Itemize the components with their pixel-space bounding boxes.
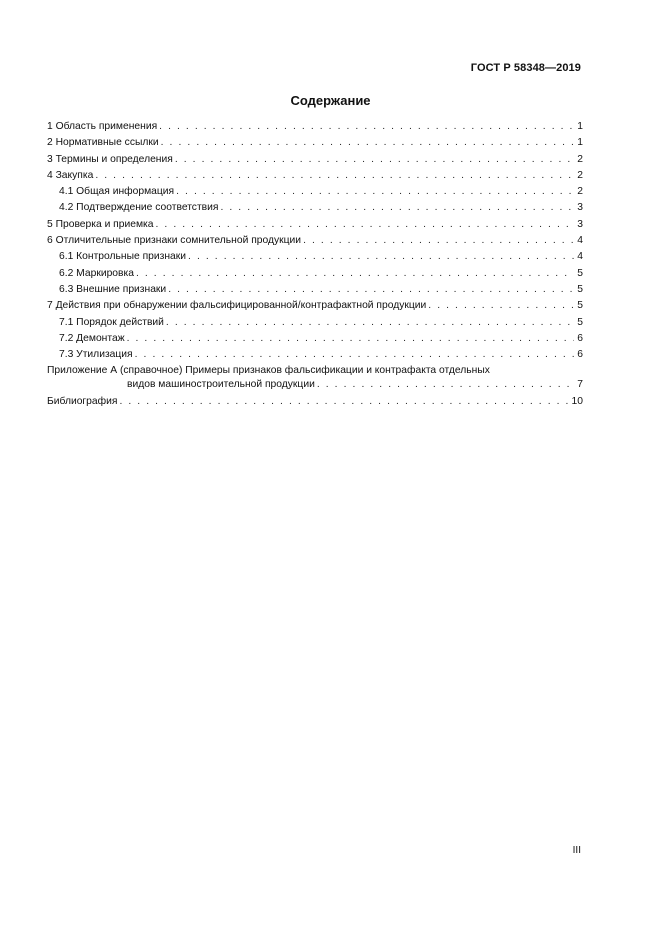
toc-leader-dots <box>95 168 574 184</box>
toc-entry-page: 3 <box>577 202 583 214</box>
toc-entry-page: 7 <box>577 379 583 391</box>
toc-entry-label: 7 Действия при обнаружении фальсифицированной/контрафактной продукции <box>47 300 427 312</box>
toc-entry-page: 5 <box>577 300 583 312</box>
toc-entry-page: 1 <box>577 137 583 149</box>
document-code: ГОСТ Р 58348—2019 <box>470 62 581 74</box>
toc-entry-label: 1 Область применения <box>47 121 158 132</box>
toc-leader-dots <box>188 249 574 265</box>
toc-entry[interactable] <box>47 135 583 151</box>
table-of-contents <box>47 119 583 410</box>
toc-leader-dots <box>166 315 574 331</box>
toc-entry-label: 7.3 Утилизация <box>59 349 133 361</box>
toc-entry[interactable] <box>47 298 583 314</box>
toc-entry-label: 6.3 Внешние признаки <box>59 283 167 295</box>
toc-entry[interactable] <box>47 184 583 200</box>
toc-entry[interactable] <box>47 331 583 347</box>
toc-entry-label: Приложение А (справочное) Примеры признаков фальсификации и контрафакта отдельных <box>47 365 490 377</box>
toc-entry-label: 6 Отличительные признаки сомнительной продукции <box>47 235 302 247</box>
toc-entry-page: 6 <box>577 349 583 361</box>
toc-leader-dots <box>317 377 574 393</box>
toc-entry[interactable] <box>47 119 583 135</box>
toc-entry-page: 5 <box>577 283 583 295</box>
toc-entry-label: 4 Закупка <box>47 169 94 181</box>
toc-entry-label: 3 Термины и определения <box>47 153 173 165</box>
toc-entry-page: 2 <box>577 169 583 181</box>
toc-leader-dots <box>136 266 574 282</box>
toc-leader-dots <box>127 331 575 347</box>
toc-entry-label: 2 Нормативные ссылки <box>47 137 159 149</box>
toc-entry-appendix[interactable] <box>47 363 583 393</box>
toc-leader-dots <box>220 200 574 216</box>
toc-entry-page: 2 <box>577 153 583 165</box>
toc-title: Содержание <box>290 93 371 108</box>
toc-entry-label: Библиография <box>47 395 118 407</box>
toc-entry-label: 4.2 Подтверждение соответствия <box>59 202 219 214</box>
toc-entry[interactable] <box>47 315 583 331</box>
toc-entry[interactable] <box>47 249 583 265</box>
toc-leader-dots <box>161 135 575 151</box>
toc-leader-dots <box>119 394 568 410</box>
toc-leader-dots <box>135 347 575 363</box>
toc-entry-page: 10 <box>571 395 583 407</box>
toc-entry[interactable] <box>47 266 583 282</box>
toc-entry-page: 5 <box>577 267 583 279</box>
toc-entry-page: 4 <box>577 235 583 247</box>
toc-leader-dots <box>176 184 574 200</box>
toc-entry-label: 7.1 Порядок действий <box>59 316 164 328</box>
toc-entry[interactable] <box>47 200 583 216</box>
toc-entry[interactable] <box>47 152 583 168</box>
toc-entry-page: 4 <box>577 251 583 263</box>
toc-entry-label: 5 Проверка и приемка <box>47 218 154 230</box>
toc-leader-dots <box>303 233 574 249</box>
toc-entry-label: 7.2 Демонтаж <box>59 332 125 344</box>
toc-entry-page: 6 <box>577 332 583 344</box>
toc-entry-bibliography[interactable] <box>47 394 583 410</box>
toc-leader-dots <box>156 217 575 233</box>
toc-entry-page: 5 <box>577 316 583 328</box>
page-number: III <box>572 845 581 856</box>
toc-entry-label: 6.2 Маркировка <box>59 267 134 279</box>
toc-entry[interactable] <box>47 217 583 233</box>
toc-leader-dots <box>168 282 574 298</box>
toc-entry[interactable] <box>47 282 583 298</box>
toc-leader-dots <box>175 152 574 168</box>
toc-leader-dots <box>428 298 574 314</box>
toc-entries <box>47 119 583 363</box>
toc-entry-page: 1 <box>577 121 583 132</box>
toc-entry[interactable] <box>47 168 583 184</box>
toc-leader-dots <box>159 119 574 135</box>
toc-entry-page: 2 <box>577 186 583 198</box>
toc-entry-label: видов машиностроительной продукции <box>127 379 315 391</box>
toc-entry-label: 4.1 Общая информация <box>59 186 175 198</box>
toc-entry-label: 6.1 Контрольные признаки <box>59 251 187 263</box>
toc-entry[interactable] <box>47 233 583 249</box>
toc-entry[interactable] <box>47 347 583 363</box>
toc-entry-page: 3 <box>577 218 583 230</box>
